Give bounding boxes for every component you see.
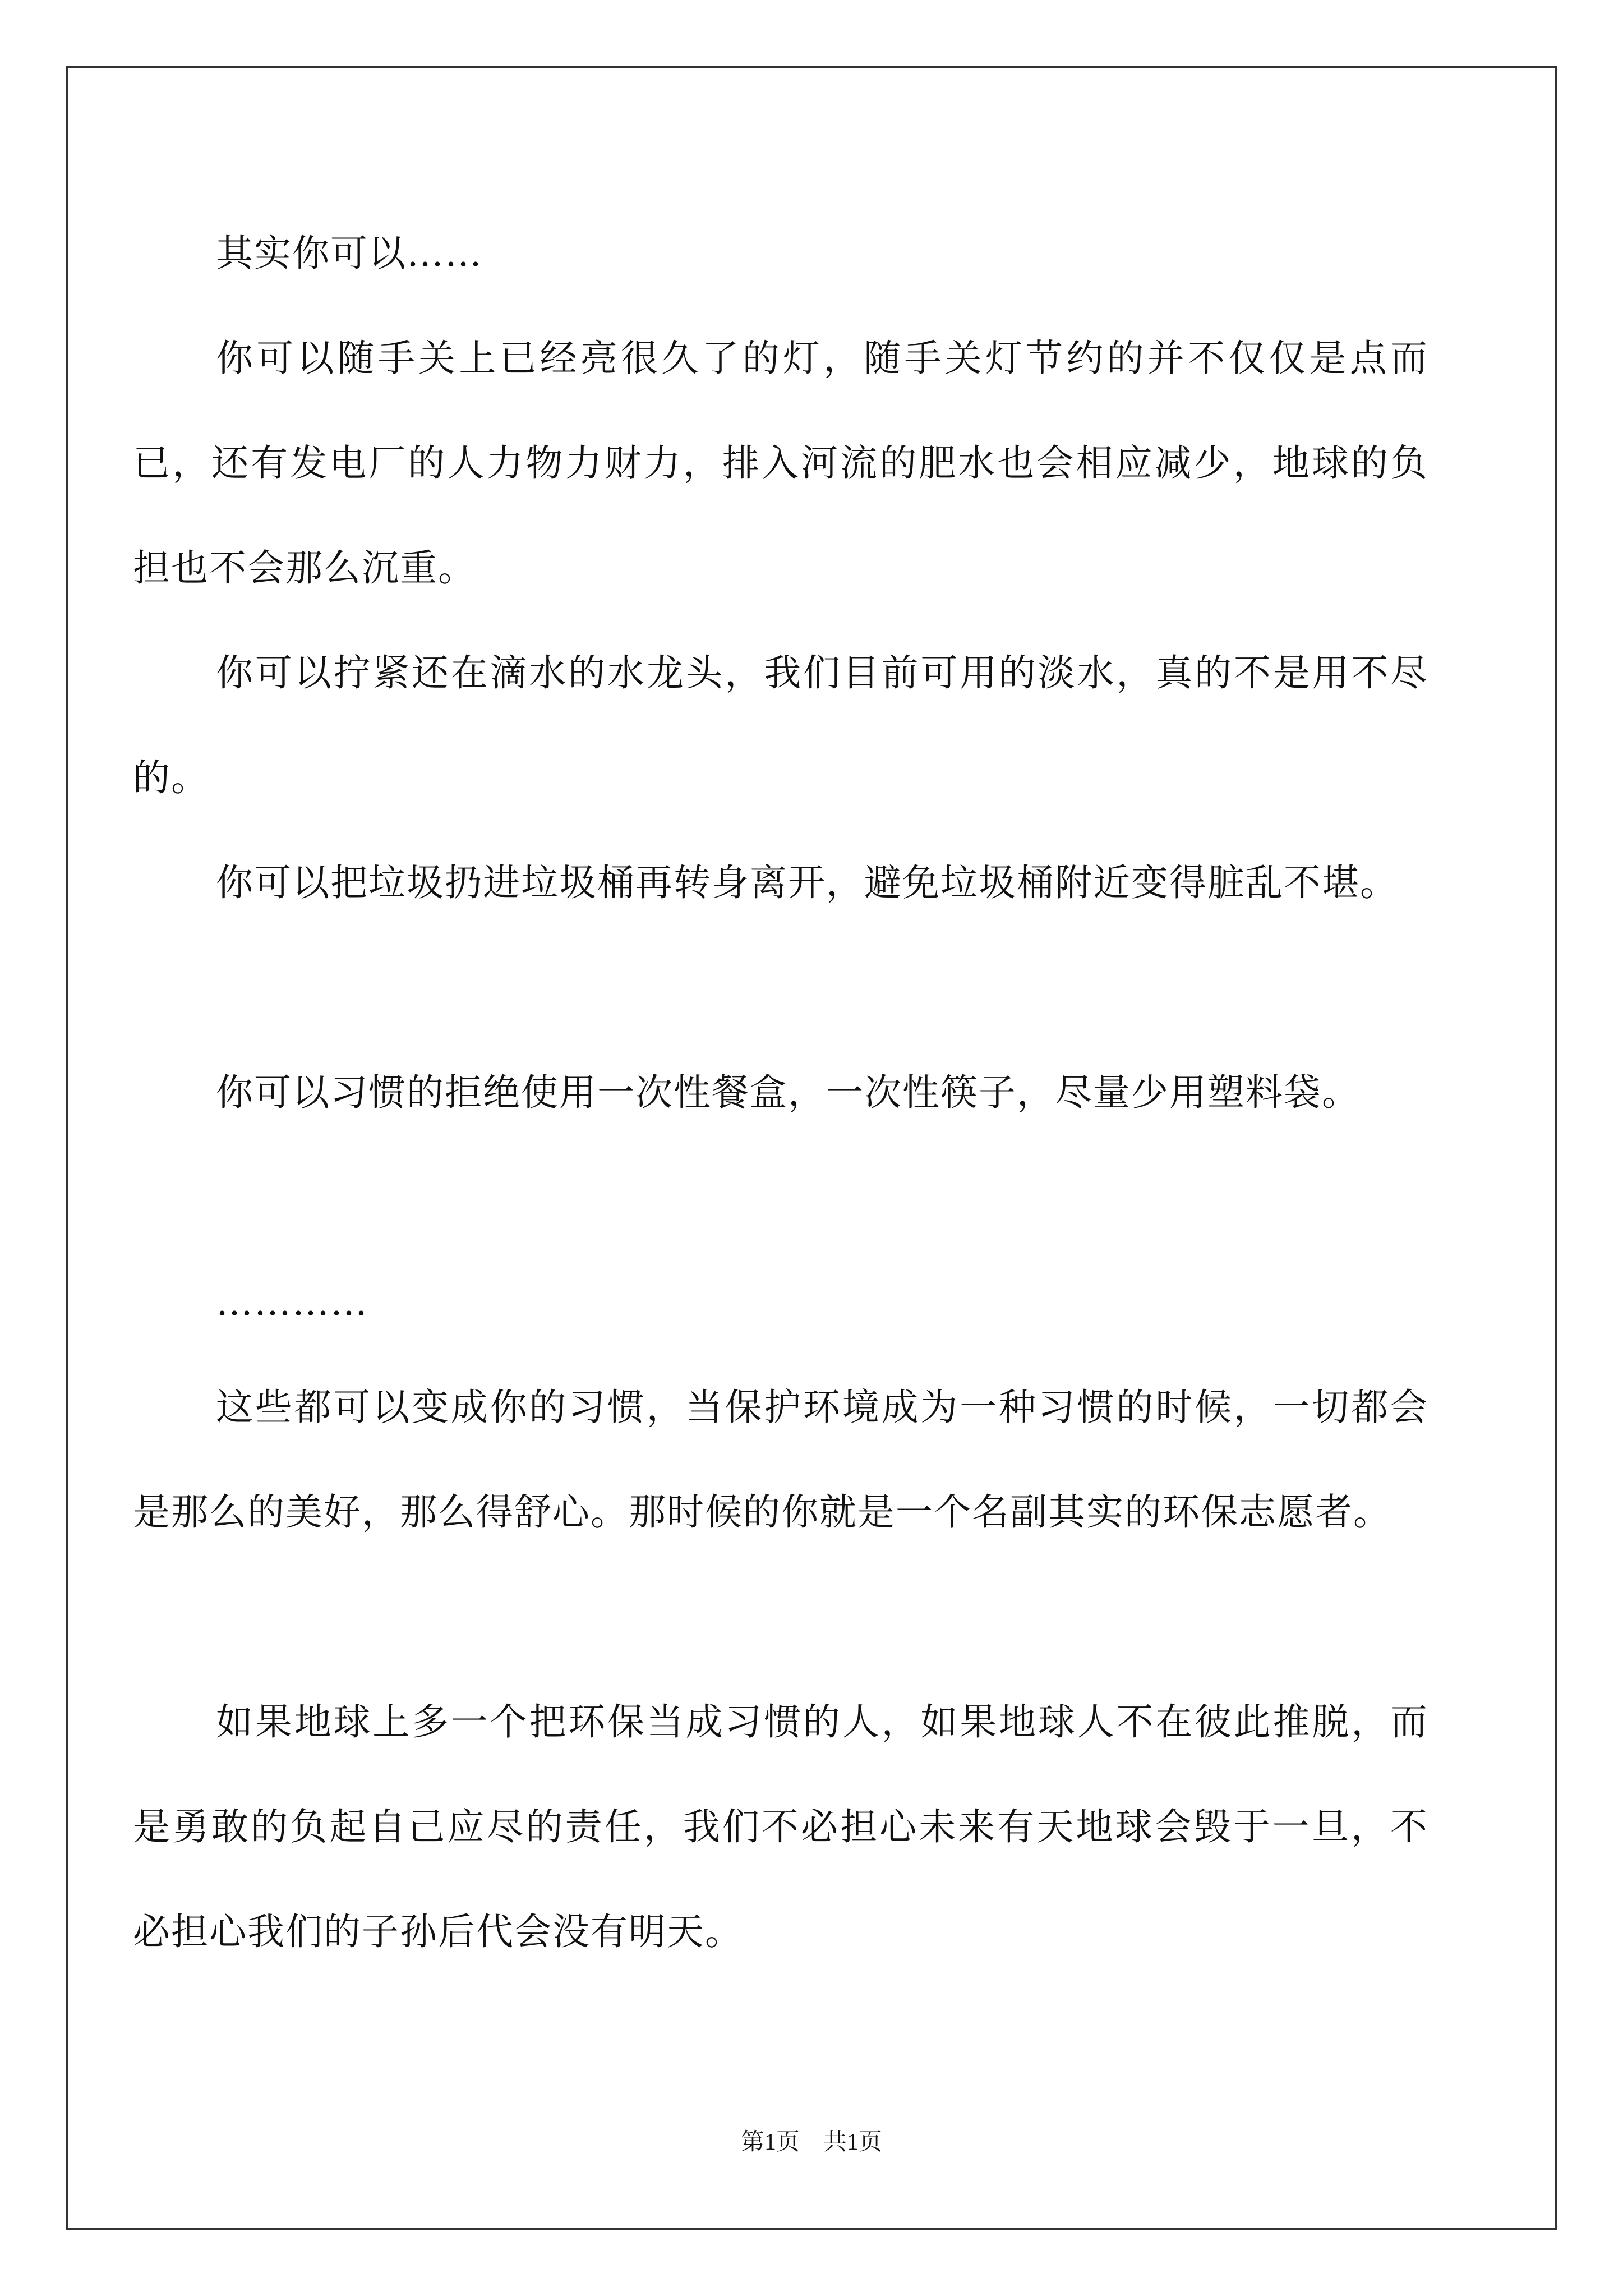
paragraph-1: 其实你可以…… (216, 232, 483, 275)
paragraph-5: 你可以习惯的拒绝使用一次性餐盒，一次性筷子，尽量少用塑料袋。 (216, 1071, 1360, 1114)
paragraph-3: 你可以拧紧还在滴水的水龙头，我们目前可用的淡水，真的不是用不尽的。 (133, 651, 1428, 799)
paragraph-7: 如果地球上多一个把环保当成习惯的人，如果地球人不在彼此推脱，而是勇敢的负起自己应尽的责任，我们不必担心未来有天地球会毁于一旦，不必担心我们的子孙后代会没有明天。 (133, 1700, 1428, 1953)
paragraph-4: 你可以把垃圾扔进垃圾桶再转身离开，避免垃圾桶附近变得脏乱不堪。 (216, 861, 1398, 904)
paragraph-6: 这些都可以变成你的习惯，当保护环境成为一种习惯的时候，一切都会是那么的美好，那么得舒心。那时候的你就是一个名副其实的环保志愿者。 (133, 1386, 1428, 1534)
ellipsis-line: ………… (216, 1281, 368, 1324)
page-footer: 第1页 共1页 (740, 2129, 882, 2155)
paragraph-2: 你可以随手关上已经亮很久了的灯，随手关灯节约的并不仅仅是点而已，还有发电厂的人力物力财力，排入河流的肥水也会相应减少，地球的负担也不会那么沉重。 (133, 337, 1428, 590)
